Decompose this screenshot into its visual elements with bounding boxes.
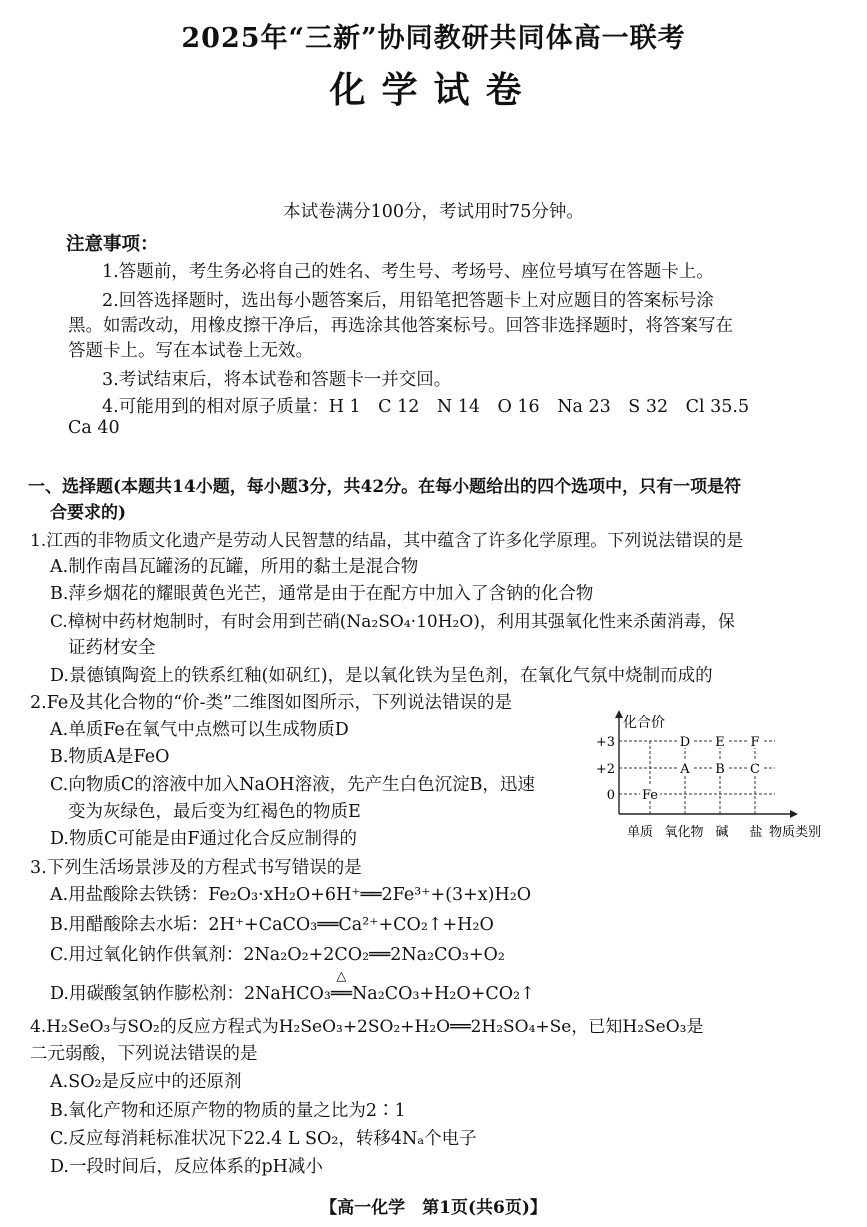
y-axis-title: 化合价 (623, 715, 665, 731)
question-4-stem: 4.H₂SeO₃与SO₂的反应方程式为H₂SeO₃+2SO₂+H₂O══2H₂SO₄+Se，已知H₂SeO₃是 (30, 1017, 704, 1037)
point-label: F (750, 735, 760, 750)
point-label: E (715, 735, 725, 750)
point-label: A (680, 762, 690, 777)
note-2-cont: 答题卡上。写在本试卷上无效。 (68, 341, 313, 361)
q3-option-a: A.用盐酸除去铁锈：Fe₂O₃·xH₂O+6H⁺══2Fe³⁺+(3+x)H₂O (50, 885, 532, 905)
y-tick: +3 (595, 735, 615, 750)
x-tick: 单质 (626, 825, 654, 840)
page-footer: 【高一化学 第1页(共6页)】 (320, 1198, 547, 1218)
x-axis-title: 物质类别 (768, 825, 822, 840)
point-label: C (750, 762, 760, 777)
q3-d-products: Na₂CO₃+H₂O+CO₂↑ (351, 984, 535, 1004)
q4-option-a: A.SO₂是反应中的还原剂 (50, 1072, 242, 1092)
q1-option-d: D.景德镇陶瓷上的铁系红釉(如矾红)，是以氧化铁为呈色剂，在氧化气氛中烧制而成的 (50, 666, 713, 686)
q2-option-b: B.物质A是FeO (50, 747, 170, 767)
heat-condition: △ (336, 969, 347, 984)
q2-option-d: D.物质C可能是由F通过化合反应制得的 (50, 829, 358, 849)
q2-option-c-cont: 变为灰绿色，最后变为红褐色的物质E (68, 802, 361, 822)
section-heading: 一、选择题(本题共14小题，每小题3分，共42分。在每小题给出的四个选项中，只有一项是符 (28, 477, 742, 497)
q4-option-b: B.氧化产物和还原产物的物质的量之比为2∶1 (50, 1101, 406, 1121)
reaction-arrow (330, 969, 352, 1004)
x-tick: 氧化物 (664, 825, 704, 840)
x-tick: 盐 (749, 825, 763, 840)
note-3: 3.考试结束后，将本试卷和答题卡一并交回。 (102, 370, 452, 390)
point-label: D (679, 735, 691, 750)
note-2: 2.回答选择题时，选出每小题答案后，用铅笔把答题卡上对应题目的答案标号涂 (102, 291, 714, 311)
question-4-stem-cont: 二元弱酸，下列说法错误的是 (30, 1044, 258, 1064)
q4-option-c: C.反应每消耗标准状况下22.4 L SO₂，转移4Nₐ个电子 (50, 1129, 477, 1149)
y-tick: +2 (595, 762, 615, 777)
x-tick: 碱 (715, 825, 729, 840)
section-heading-cont: 合要求的) (50, 503, 127, 523)
q3-d-reactant: D.用碳酸氢钠作膨松剂：2NaHCO₃ (50, 984, 331, 1004)
q3-option-d (50, 969, 535, 1005)
q3-option-c: C.用过氧化钠作供氧剂：2Na₂O₂+2CO₂══2Na₂CO₃+O₂ (50, 945, 505, 965)
exam-subject: 化学试卷 (329, 69, 538, 111)
q3-option-b: B.用醋酸除去水垢：2H⁺+CaCO₃══Ca²⁺+CO₂↑+H₂O (50, 915, 494, 935)
q2-option-a: A.单质Fe在氧气中点燃可以生成物质D (50, 720, 349, 740)
q1-option-c-cont: 证药材安全 (68, 638, 156, 658)
question-3-stem: 3.下列生活场景涉及的方程式书写错误的是 (30, 858, 362, 878)
question-1-stem: 1.江西的非物质文化遗产是劳动人民智慧的结晶，其中蕴含了许多化学原理。下列说法错误的是 (30, 531, 744, 551)
equals-sign: ══ (330, 984, 352, 1004)
note-2-cont: 黑。如需改动，用橡皮擦干净后，再选涂其他答案标号。回答非选择题时，将答案写在 (68, 316, 733, 336)
q1-option-c: C.樟树中药材炮制时，有时会用到芒硝(Na₂SO₄·10H₂O)，利用其强氧化性来杀菌消毒，保 (50, 612, 735, 632)
exam-info: 本试卷满分100分，考试用时75分钟。 (283, 202, 584, 222)
valence-class-diagram (595, 708, 830, 844)
note-1: 1.答题前，考生务必将自己的姓名、考生号、考场号、座位号填写在答题卡上。 (102, 262, 714, 282)
note-4: 4.可能用到的相对原子质量：H 1 C 12 N 14 O 16 Na 23 S 32 Cl 35.5 (102, 397, 750, 417)
notes-heading: 注意事项： (66, 234, 159, 255)
point-label: B (715, 762, 725, 777)
q1-option-a: A.制作南昌瓦罐汤的瓦罐，所用的黏土是混合物 (50, 557, 419, 577)
exam-title: 2025年“三新”协同教研共同体高一联考 (181, 23, 686, 54)
point-label: Fe (641, 788, 659, 803)
q2-option-c: C.向物质C的溶液中加入NaOH溶液，先产生白色沉淀B，迅速 (50, 775, 535, 795)
q1-option-b: B.萍乡烟花的耀眼黄色光芒，通常是由于在配方中加入了含钠的化合物 (50, 584, 594, 604)
note-4-cont: Ca 40 (68, 418, 120, 438)
y-tick: 0 (606, 788, 615, 803)
question-2-stem: 2.Fe及其化合物的“价-类”二维图如图所示，下列说法错误的是 (30, 693, 513, 713)
q4-option-d: D.一段时间后，反应体系的pH减小 (50, 1157, 323, 1177)
